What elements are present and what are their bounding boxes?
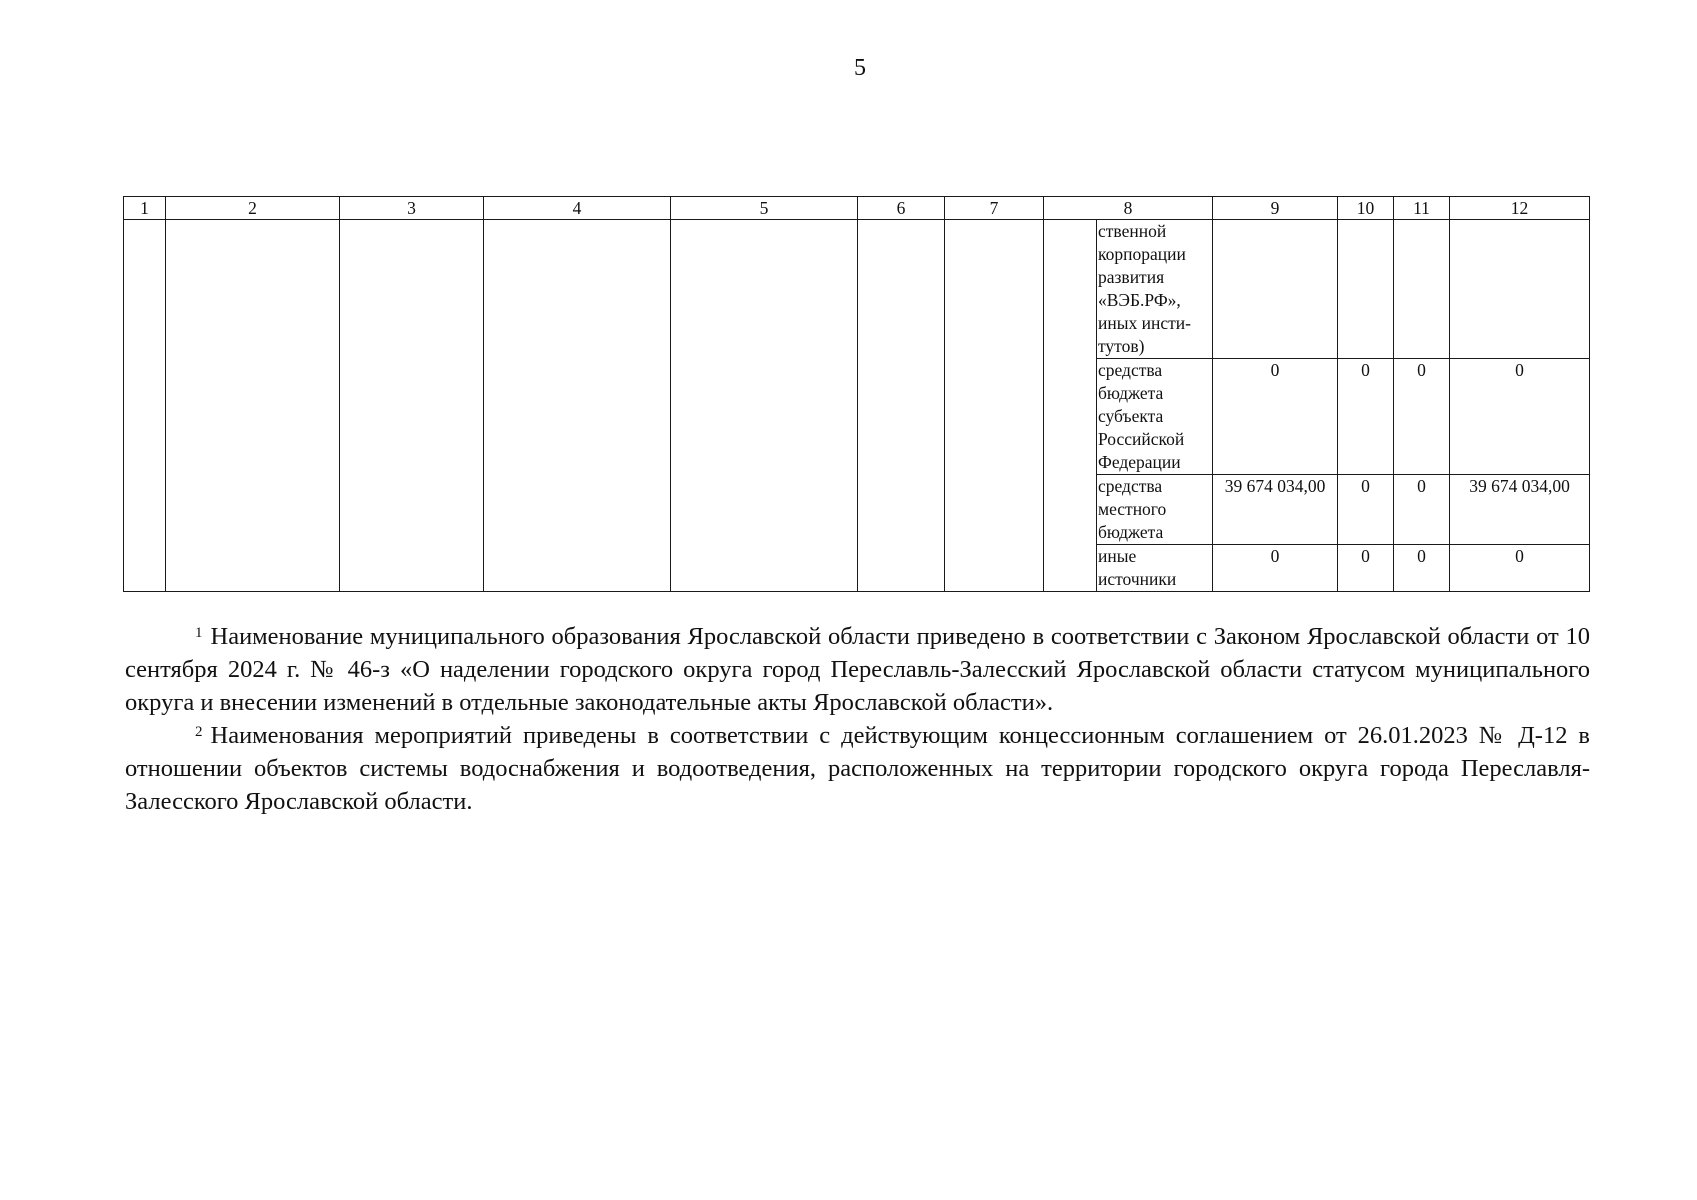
funding-source: средства бюджета субъекта Российской Федерации bbox=[1097, 359, 1213, 475]
value-col12: 0 bbox=[1450, 545, 1590, 592]
funding-source: средства местного бюджета bbox=[1097, 475, 1213, 545]
column-number-1: 1 bbox=[124, 197, 166, 220]
value-col12 bbox=[1450, 220, 1590, 359]
value-col10 bbox=[1338, 220, 1394, 359]
page-number: 5 bbox=[854, 55, 866, 81]
column-number-11: 11 bbox=[1394, 197, 1450, 220]
empty-cell-col8a bbox=[1044, 220, 1097, 592]
value-col12: 39 674 034,00 bbox=[1450, 475, 1590, 545]
empty-cell-col2 bbox=[166, 220, 340, 592]
empty-cell-col4 bbox=[484, 220, 671, 592]
funding-source: ственной корпорации развития «ВЭБ.РФ», иных инсти- тутов) bbox=[1097, 220, 1213, 359]
value-col9: 0 bbox=[1213, 545, 1338, 592]
value-col11: 0 bbox=[1394, 475, 1450, 545]
value-col9: 39 674 034,00 bbox=[1213, 475, 1338, 545]
empty-cell-col7 bbox=[945, 220, 1044, 592]
footnote-text-2: Наименования мероприятий приведены в соответствии с действующим концессионным соглашением от 26.01.2023 № Д-12 в отношении объектов системы водоснабжения и водоотведения, расположенных на территории городского округа города Переславля-Залесского Ярославской области. bbox=[125, 722, 1590, 815]
value-col10: 0 bbox=[1338, 545, 1394, 592]
footnote-1 bbox=[125, 620, 1590, 719]
footnote-text-1: Наименование муниципального образования Ярославской области приведено в соответствии с Законом Ярославской области от 10 сентября 2024 г. № 46-з «О наделении городского округа город Переславль-Залесский Ярославской области статусом муниципального округа и внесении изменений в отдельные законодательные акты Ярославской области». bbox=[125, 623, 1590, 716]
table-row bbox=[124, 220, 1590, 359]
column-number-6: 6 bbox=[858, 197, 945, 220]
value-col11: 0 bbox=[1394, 359, 1450, 475]
value-col9: 0 bbox=[1213, 359, 1338, 475]
footnote-marker-1: 1 bbox=[195, 625, 203, 641]
column-number-2: 2 bbox=[166, 197, 340, 220]
footnote-marker-2: 2 bbox=[195, 724, 203, 740]
footnotes bbox=[125, 620, 1590, 818]
column-number-10: 10 bbox=[1338, 197, 1394, 220]
empty-cell-col5 bbox=[671, 220, 858, 592]
footnote-2 bbox=[125, 719, 1590, 818]
column-number-row bbox=[124, 197, 1590, 220]
column-number-3: 3 bbox=[340, 197, 484, 220]
column-number-5: 5 bbox=[671, 197, 858, 220]
column-number-9: 9 bbox=[1213, 197, 1338, 220]
column-number-7: 7 bbox=[945, 197, 1044, 220]
budget-table bbox=[123, 196, 1590, 592]
empty-cell-col3 bbox=[340, 220, 484, 592]
value-col12: 0 bbox=[1450, 359, 1590, 475]
empty-cell-col1 bbox=[124, 220, 166, 592]
funding-source: иные источники bbox=[1097, 545, 1213, 592]
column-number-8: 8 bbox=[1044, 197, 1213, 220]
value-col9 bbox=[1213, 220, 1338, 359]
empty-cell-col6 bbox=[858, 220, 945, 592]
value-col11: 0 bbox=[1394, 545, 1450, 592]
value-col10: 0 bbox=[1338, 475, 1394, 545]
value-col10: 0 bbox=[1338, 359, 1394, 475]
value-col11 bbox=[1394, 220, 1450, 359]
column-number-4: 4 bbox=[484, 197, 671, 220]
column-number-12: 12 bbox=[1450, 197, 1590, 220]
